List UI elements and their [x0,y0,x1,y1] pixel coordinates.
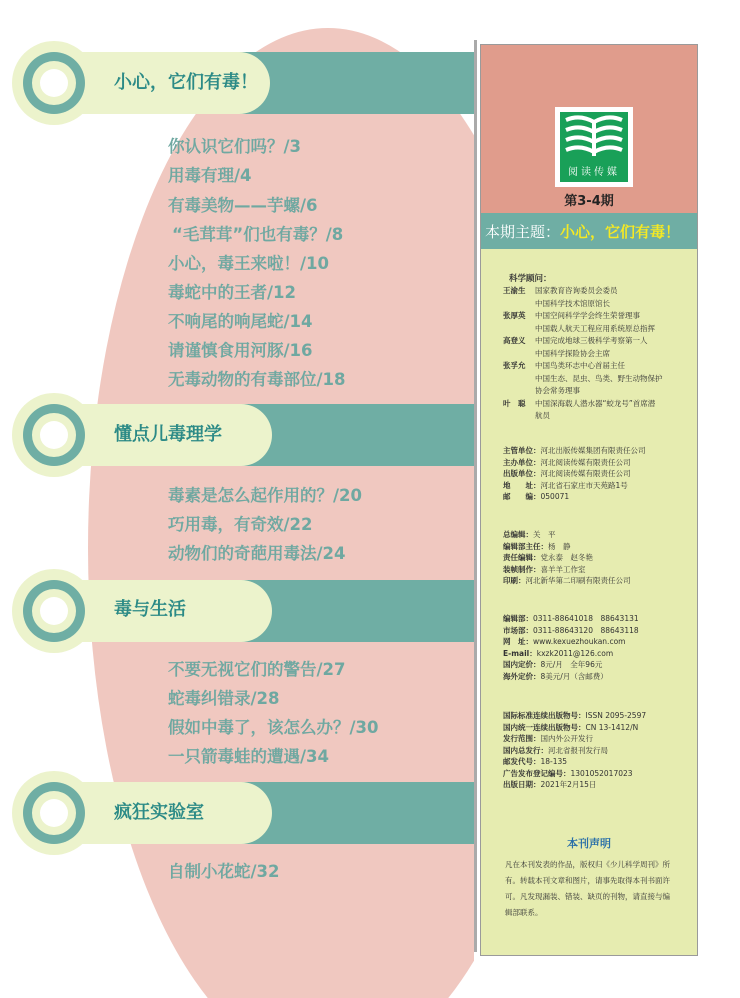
row-label: 广告发布登记编号： [503,768,571,778]
editors-row [503,541,571,552]
toc-item[interactable]: 你认识它们吗？/3 [168,137,302,156]
units-row [503,445,646,456]
codes-row [503,722,638,733]
advisors-row [503,323,655,334]
units-row [503,480,628,491]
row-label: 地 址： [503,480,541,490]
row-label: 叶 聪 [503,398,526,408]
row-value: 河北新华第二印刷有限责任公司 [525,576,631,585]
row-value: 中国载人航天工程应用系统原总指挥 [535,323,655,333]
contacts-row [503,636,625,647]
toc-item[interactable]: 请谨慎食用河豚/16 [168,341,313,360]
row-label: 装帧制作： [503,564,541,574]
row-label: 国内总发行： [503,745,548,755]
notice-text: 凡在本刊发表的作品，版权归《少儿科学周刊》所有。转载本刊文章和图片，请事先取得本刊书面许可。凡发现漏装、错装、缺页的刊物，请直接与编辑部联系。 [505,860,670,917]
row-value: 航员 [535,411,550,420]
contacts-row [503,659,602,670]
panel-header [481,45,697,213]
row-value: 中国科学探险协会主席 [535,348,610,358]
row-value: CN 13-1412/N [585,722,639,732]
toc-item[interactable]: 自制小花蛇/32 [168,862,280,881]
editors-row [503,552,593,563]
toc-item[interactable]: 毒蛇中的王者/12 [168,283,296,302]
toc-item[interactable]: 巧用毒，有奇效/22 [168,515,313,534]
advisors-row [503,310,640,321]
codes-row [503,756,567,767]
codes-row [503,745,608,756]
row-value: 18-135 [540,757,568,766]
advisors-title: 科学顾问： [509,274,552,284]
advisors-row [503,373,663,384]
notice-title: 本刊声明 [567,837,611,850]
toc-item[interactable]: 用毒有理/4 [168,166,252,185]
row-value: 协会常务理事 [535,386,580,395]
advisors-row [503,298,610,309]
section-title-4: 疯狂实验室 [114,802,204,823]
row-label: 编辑部： [503,614,533,623]
section-ring [23,52,85,114]
toc-item[interactable]: 不响尾的响尾蛇/14 [168,312,313,331]
row-label: 市场部： [503,625,533,635]
toc-item[interactable]: 小心，毒王来啦！/10 [168,254,329,273]
row-value: 喜羊羊工作室 [540,564,586,574]
section-title-3: 毒与生活 [114,599,186,620]
advisors-row [503,385,580,396]
row-label: 责任编辑： [503,553,541,562]
row-label: 出版单位： [503,469,541,478]
toc-item[interactable]: “毛茸茸”们也有毒？/8 [172,225,344,244]
row-label: 高登义 [503,336,526,345]
theme-text: 本期主题：小心，它们有毒！ [485,223,681,241]
row-label: 邮 编： [503,492,541,501]
toc-item[interactable]: 有毒美物——芋螺/6 [168,196,318,215]
row-label: E-mail： [503,648,537,658]
row-label: 主管单位： [503,446,541,455]
row-value: 8元/月 全年96元 [540,660,603,669]
row-value: 8美元/月（含邮费） [540,671,608,681]
advisors-row [503,410,550,421]
publisher-logo [555,107,633,187]
section-ring [23,782,85,844]
row-label: 邮发代号： [503,757,541,766]
toc-item[interactable]: 蛇毒纠错录/28 [168,689,280,708]
advisors-row [503,348,610,359]
row-value: 0311-88643120 88643118 [533,625,639,635]
divider [474,40,477,952]
row-label: 海外定价： [503,671,541,681]
advisors-row [503,335,648,346]
row-value: 关 平 [533,530,556,539]
codes-row [503,779,596,790]
row-value: 河北省石家庄市天苑路1号 [540,480,628,490]
toc-item[interactable]: 动物们的奇葩用毒法/24 [168,544,346,563]
row-value: 党永泰 赵冬艳 [540,553,593,562]
row-value: 中国生态、昆虫、鸟类、野生动物保护 [535,373,663,383]
row-value: 河北出版传媒集团有限责任公司 [540,446,646,455]
row-label: 王渝生 [503,286,526,295]
row-value: ISSN 2095-2597 [585,711,647,720]
toc-item[interactable]: 不要无视它们的警告/27 [168,660,346,679]
row-value: kxzk2011@126.com [536,648,614,658]
contacts-row [503,613,639,624]
editors-row [503,564,586,575]
row-label: 国内统一连续出版物号： [503,722,586,732]
row-label: 印刷： [503,576,526,585]
info-panel [480,44,698,956]
editors-row [503,575,631,586]
toc-item[interactable]: 一只箭毒蛙的遭遇/34 [168,747,329,766]
row-label: 网 址： [503,637,533,646]
codes-row [503,733,593,744]
section-title-1: 小心，它们有毒！ [114,72,258,93]
pink-oval [88,28,474,998]
theme-bar [481,213,697,249]
row-value: 杨 静 [548,541,571,551]
row-value: 国内外公开发行 [540,734,593,743]
units-row [503,491,569,502]
row-value: 河北阅读传媒有限责任公司 [540,469,631,478]
toc-item[interactable]: 毒素是怎么起作用的？/20 [168,486,362,505]
logo-text: 阅读传媒 [568,167,620,178]
editors-row [503,529,556,540]
advisors-row [503,398,655,409]
book-icon [560,112,628,168]
section-title-2: 懂点儿毒理学 [114,424,222,445]
row-value: 中国鸟类环志中心首届主任 [535,361,625,370]
contacts-row [503,648,613,659]
codes-row [503,768,633,779]
row-value: 河北阅读传媒有限责任公司 [540,457,631,467]
row-value: www.kexuezhoukan.com [533,637,626,646]
toc-item[interactable]: 假如中毒了，该怎么办？/30 [168,718,379,737]
row-value: 中国空间科学学会终生荣誉理事 [535,311,640,320]
row-value: 中国深海载人潜水器“蛟龙号”首席潜 [535,398,656,408]
row-label: 总编辑： [503,530,533,539]
issue-number: 第3-4期 [564,194,614,209]
row-value: 中国完成地球三极科学考察第一人 [535,336,648,345]
row-value: 1301052017023 [570,768,633,778]
row-label: 国际标准连续出版物号： [503,711,586,720]
row-value: 0311-88641018 88643131 [533,614,639,623]
toc-item[interactable]: 无毒动物的有毒部位/18 [168,370,346,389]
units-row [503,468,631,479]
row-label: 出版日期： [503,780,541,789]
contacts-row [503,625,639,636]
units-row [503,457,631,468]
contacts-row [503,671,608,682]
row-label: 发行范围： [503,734,541,743]
advisors-row [503,360,625,371]
row-value: 050071 [540,492,570,501]
row-value: 中国科学技术馆原馆长 [535,298,610,308]
row-value: 河北省报刊发行局 [548,745,608,755]
row-label: 主办单位： [503,457,541,467]
section-ring [23,580,85,642]
row-label: 张厚英 [503,311,526,320]
row-value: 国家教育咨询委员会委员 [535,286,618,295]
codes-row [503,710,646,721]
row-label: 张孚允 [503,361,526,370]
row-label: 国内定价： [503,660,541,669]
advisors-row [503,285,618,296]
row-value: 2021年2月15日 [540,780,597,789]
row-label: 编辑部主任： [503,541,548,551]
section-ring [23,404,85,466]
